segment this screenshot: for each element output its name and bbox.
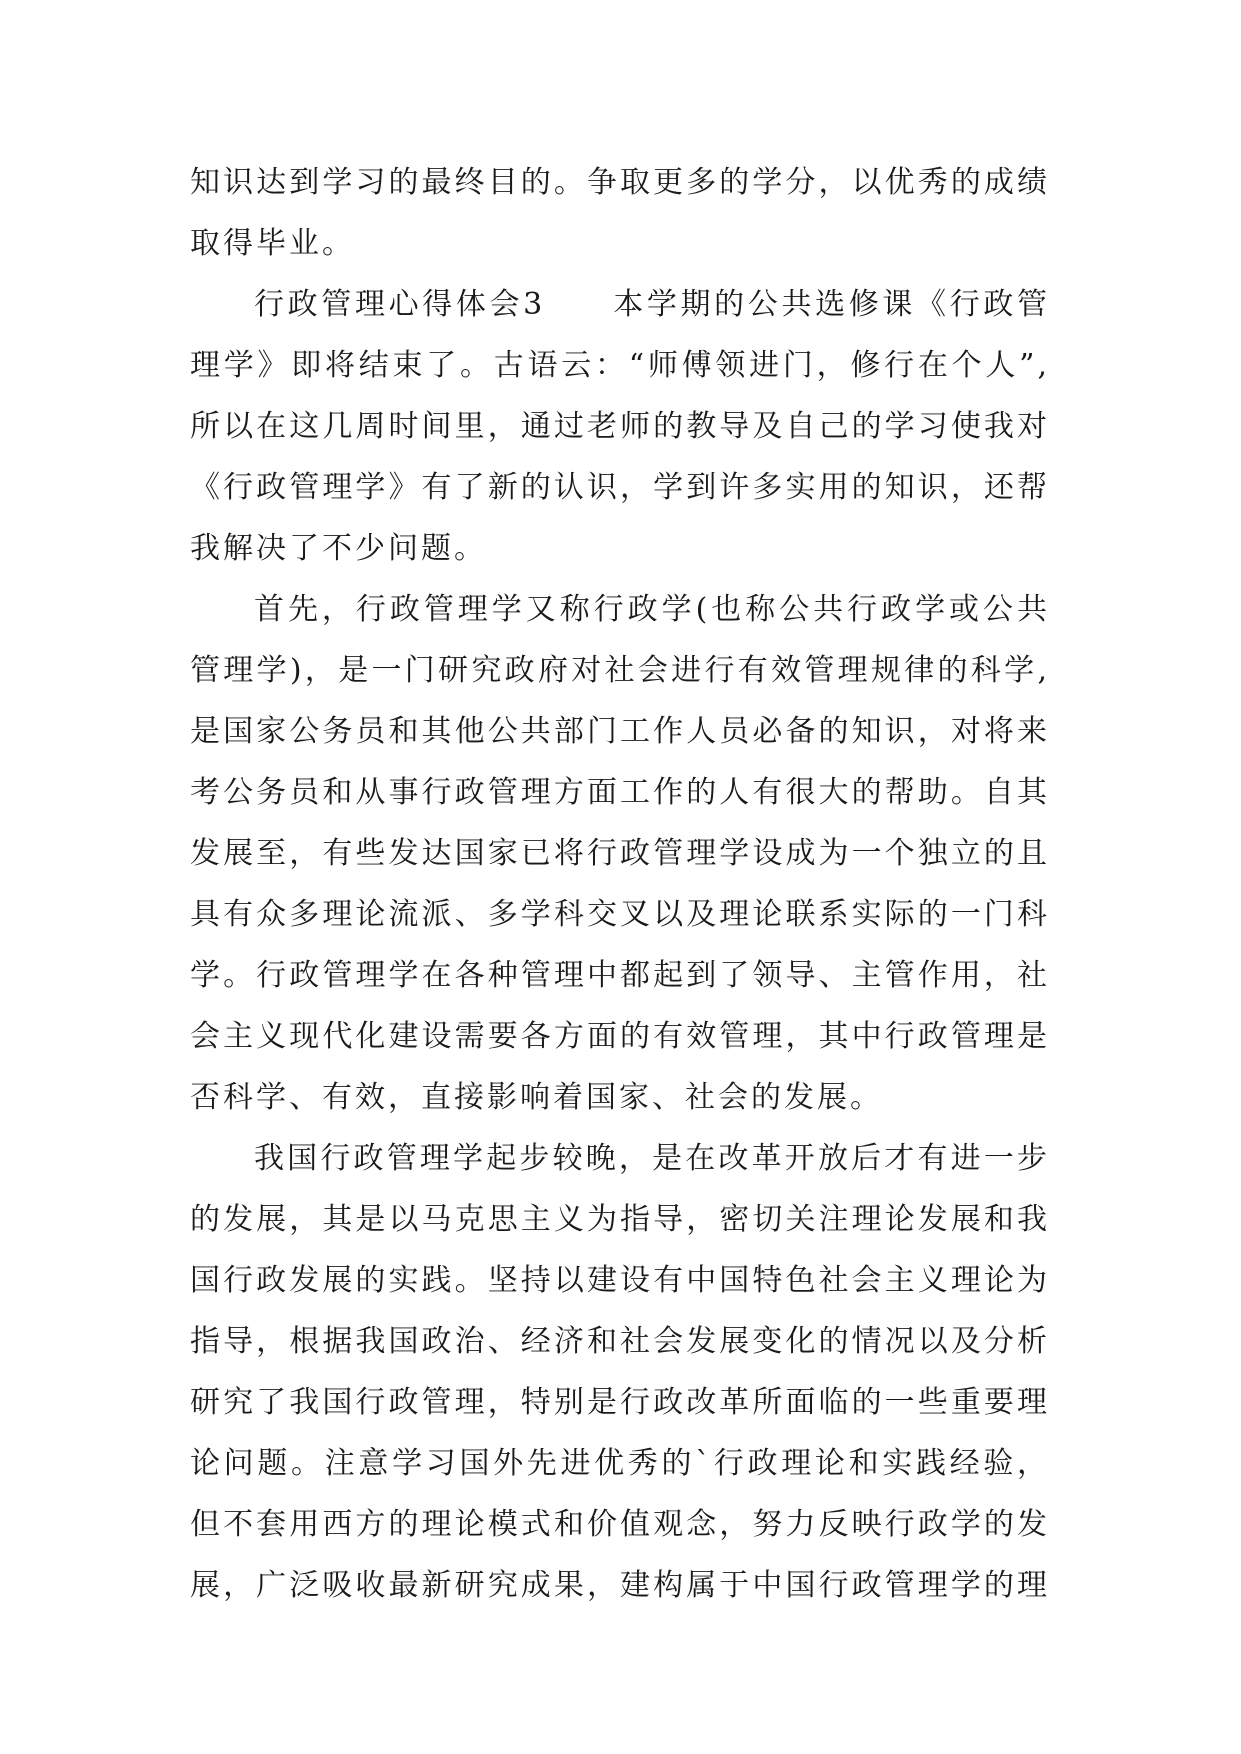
text-line: 是国家公务员和其他公共部门工作人员必备的知识，对将来 bbox=[190, 714, 1050, 749]
text-line: 具有众多理论流派、多学科交叉以及理论联系实际的一门科 bbox=[190, 897, 1050, 932]
text-line: 管理学)，是一门研究政府对社会进行有效管理规律的科学, bbox=[190, 653, 1050, 688]
text-line: 否科学、有效，直接影响着国家、社会的发展。 bbox=[190, 1080, 883, 1115]
text-line: 国行政发展的实践。坚持以建设有中国特色社会主义理论为 bbox=[190, 1263, 1050, 1298]
text-line: 所以在这几周时间里，通过老师的教导及自己的学习使我对 bbox=[190, 409, 1050, 444]
text-line: 会主义现代化建设需要各方面的有效管理，其中行政管理是 bbox=[190, 1019, 1050, 1054]
document-body bbox=[190, 152, 1050, 1616]
text-line: 理学》即将结束了。古语云：“师傅领进门，修行在个人”, bbox=[190, 348, 1050, 383]
text-line: 研究了我国行政管理，特别是行政改革所面临的一些重要理 bbox=[190, 1385, 1050, 1420]
text-line: 展，广泛吸收最新研究成果，建构属于中国行政管理学的理 bbox=[190, 1568, 1050, 1603]
text-line: 《行政管理学》有了新的认识，学到许多实用的知识，还帮 bbox=[190, 470, 1050, 505]
text-line: 我解决了不少问题。 bbox=[190, 531, 487, 566]
text-line: 但不套用西方的理论模式和价值观念，努力反映行政学的发 bbox=[190, 1507, 1050, 1542]
text-line: 的发展，其是以马克思主义为指导，密切关注理论发展和我 bbox=[190, 1202, 1050, 1237]
text-line: 论问题。注意学习国外先进优秀的`行政理论和实践经验， bbox=[190, 1446, 1050, 1481]
section-heading-line: 行政管理心得体会3 本学期的公共选修课《行政管 bbox=[254, 287, 1050, 322]
paragraph-first-line: 首先，行政管理学又称行政学(也称公共行政学或公共 bbox=[254, 592, 1050, 627]
text-line: 指导，根据我国政治、经济和社会发展变化的情况以及分析 bbox=[190, 1324, 1050, 1359]
text-line: 学。行政管理学在各种管理中都起到了领导、主管作用，社 bbox=[190, 958, 1050, 993]
text-line: 取得毕业。 bbox=[190, 226, 355, 261]
text-line: 发展至，有些发达国家已将行政管理学设成为一个独立的且 bbox=[190, 836, 1050, 871]
paragraph-first-line: 我国行政管理学起步较晚，是在改革开放后才有进一步 bbox=[254, 1141, 1050, 1176]
text-line: 考公务员和从事行政管理方面工作的人有很大的帮助。自其 bbox=[190, 775, 1050, 810]
text-line: 知识达到学习的最终目的。争取更多的学分，以优秀的成绩 bbox=[190, 165, 1050, 200]
